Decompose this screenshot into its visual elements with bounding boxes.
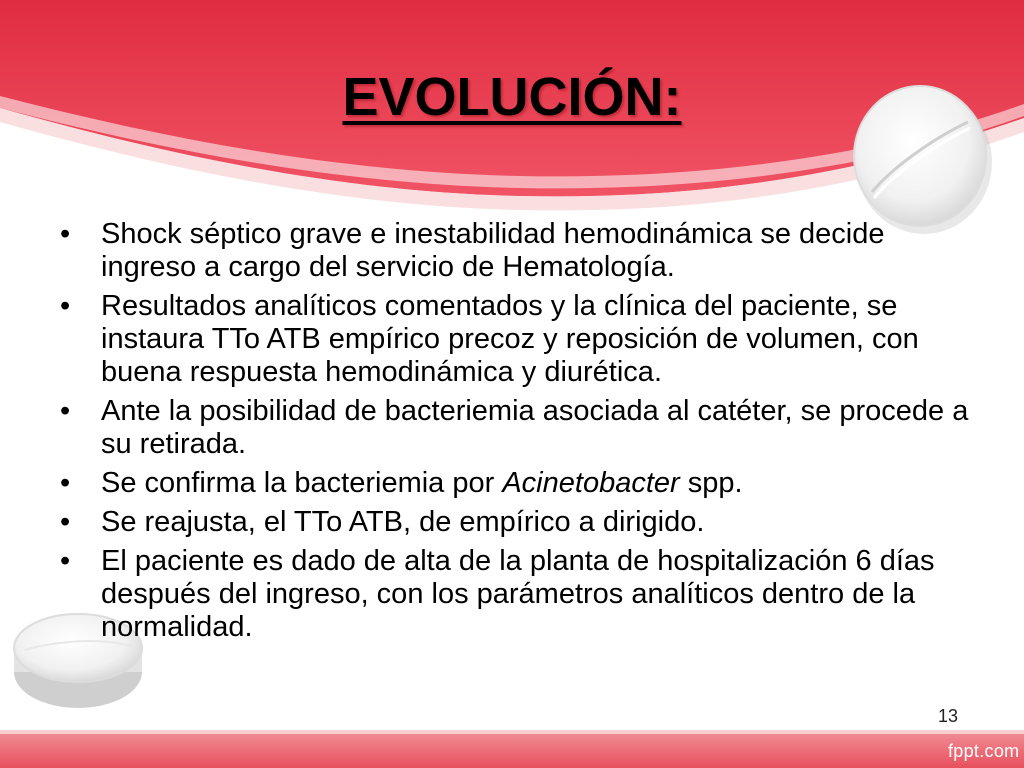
list-item [60, 218, 970, 284]
list-item [60, 290, 970, 389]
bullet-text: Ante la posibilidad de bacteriemia asociada al catéter, se procede a su retirada. [101, 395, 969, 460]
slide-title: EVOLUCIÓN: [342, 67, 682, 127]
bullet-text-before: Se confirma la bacteriemia por [101, 467, 503, 499]
bullet-marker: • [60, 506, 71, 538]
list-item [60, 545, 970, 644]
bullet-marker: • [60, 290, 71, 322]
bullet-marker: • [60, 545, 71, 577]
list-item [60, 467, 970, 500]
bullet-marker: • [60, 467, 71, 499]
bullet-list [60, 218, 970, 650]
bullet-marker: • [60, 218, 71, 250]
bullet-text: El paciente es dado de alta de la planta de hospitalización 6 días después del ingreso, con los parámetros analíticos dentro de la normalidad. [101, 545, 935, 643]
organism-name: Acinetobacter [502, 467, 680, 499]
bullet-text: Se reajusta, el TTo ATB, de empírico a dirigido. [101, 506, 705, 538]
bullet-text-after: spp. [679, 467, 743, 499]
list-item [60, 395, 970, 461]
bullet-text: Shock séptico grave e inestabilidad hemodinámica se decide ingreso a cargo del servicio de Hematología. [101, 218, 885, 283]
page-number: 13 [938, 706, 959, 726]
list-item [60, 506, 970, 539]
footer-bar [0, 734, 1024, 768]
bullet-marker: • [60, 395, 71, 427]
brand-watermark: fppt.com [948, 741, 1020, 761]
bullet-text: Resultados analíticos comentados y la clínica del paciente, se instaura TTo ATB empírico precoz y reposición de volumen, con buena respuesta hemodinámica y diurética. [101, 290, 919, 388]
